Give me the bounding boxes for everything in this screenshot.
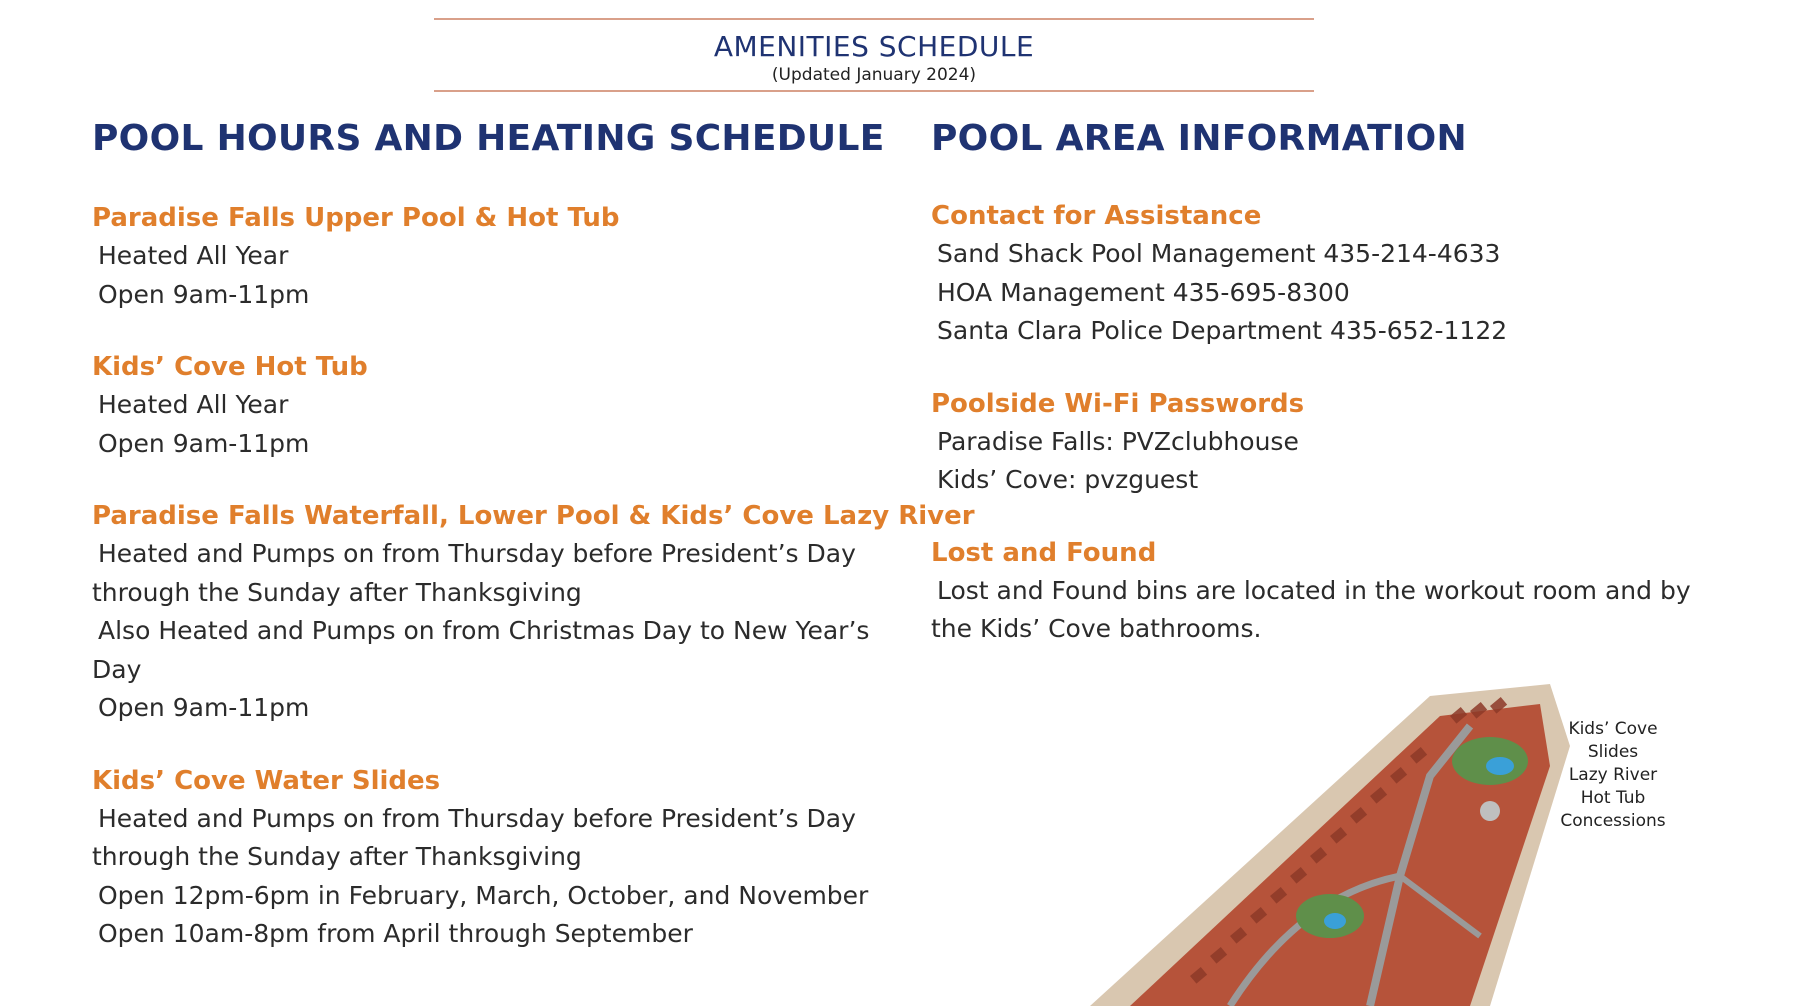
block-heading: Kids’ Cove Hot Tub (92, 352, 368, 382)
upper-pool-block (92, 203, 912, 314)
pool-info-column (931, 118, 1731, 687)
block-line: Heated and Pumps on from Thursday before President’s Day through the Sunday after Thanksgiving (92, 539, 856, 607)
waterfall-lazy-river-block (92, 501, 975, 728)
block-line: Open 9am-11pm (98, 428, 310, 458)
schedule-header (434, 18, 1314, 92)
map-label: Slides (1587, 742, 1639, 762)
block-heading: Paradise Falls Waterfall, Lower Pool & Kids’ Cove Lazy River (92, 501, 975, 531)
block-line: Heated All Year (98, 390, 289, 419)
block-line: Lost and Found bins are located in the workout room and by the Kids’ Cove bathrooms. (931, 575, 1691, 643)
block-line: Open 10am-8pm from April through September (98, 919, 693, 948)
block-line: Sand Shack Pool Management 435-214-4633 (937, 239, 1501, 268)
block-line: HOA Management 435-695-8300 (937, 277, 1350, 307)
block-heading: Paradise Falls Upper Pool & Hot Tub (92, 203, 620, 233)
pool-hours-column (92, 118, 975, 992)
block-line: Kids’ Cove: pvzguest (937, 465, 1199, 494)
block-line: Open 9am-11pm (98, 279, 310, 309)
header-top-rule (434, 18, 1314, 20)
pool-hours-title: POOL HOURS AND HEATING SCHEDULE (92, 118, 885, 159)
map-label: Concessions (1560, 811, 1666, 831)
kids-cove-hot-tub-block (92, 352, 912, 463)
lost-found-block (931, 538, 1731, 649)
block-line: Open 12pm-6pm in February, March, October, and November (98, 880, 869, 910)
block-heading: Poolside Wi-Fi Passwords (931, 388, 1305, 419)
map-legend (1538, 718, 1688, 833)
block-line: Open 9am-11pm (98, 693, 310, 722)
block-line: Heated and Pumps on from Thursday before President’s Day through the Sunday after Thanksgiving (92, 803, 856, 871)
pool-info-title: POOL AREA INFORMATION (931, 118, 1467, 159)
block-heading: Lost and Found (931, 537, 1157, 568)
map-label: Hot Tub (1580, 788, 1646, 808)
map-label: Lazy River (1568, 765, 1658, 785)
contact-block (931, 201, 1731, 351)
document-title: AMENITIES SCHEDULE (713, 30, 1035, 63)
map-label: Kids’ Cove (1568, 719, 1658, 739)
wifi-block (931, 389, 1731, 500)
block-heading: Kids’ Cove Water Slides (92, 765, 441, 796)
block-line: Paradise Falls: PVZclubhouse (937, 426, 1299, 456)
block-line: Santa Clara Police Department 435-652-1122 (937, 316, 1508, 345)
header-bottom-rule (434, 90, 1314, 92)
block-line: Heated All Year (98, 241, 289, 270)
block-heading: Contact for Assistance (931, 201, 1262, 231)
document-subtitle: (Updated January 2024) (771, 65, 977, 85)
water-slides-block (92, 766, 912, 954)
block-line: Also Heated and Pumps on from Christmas Day to New Year’s Day (92, 616, 870, 684)
